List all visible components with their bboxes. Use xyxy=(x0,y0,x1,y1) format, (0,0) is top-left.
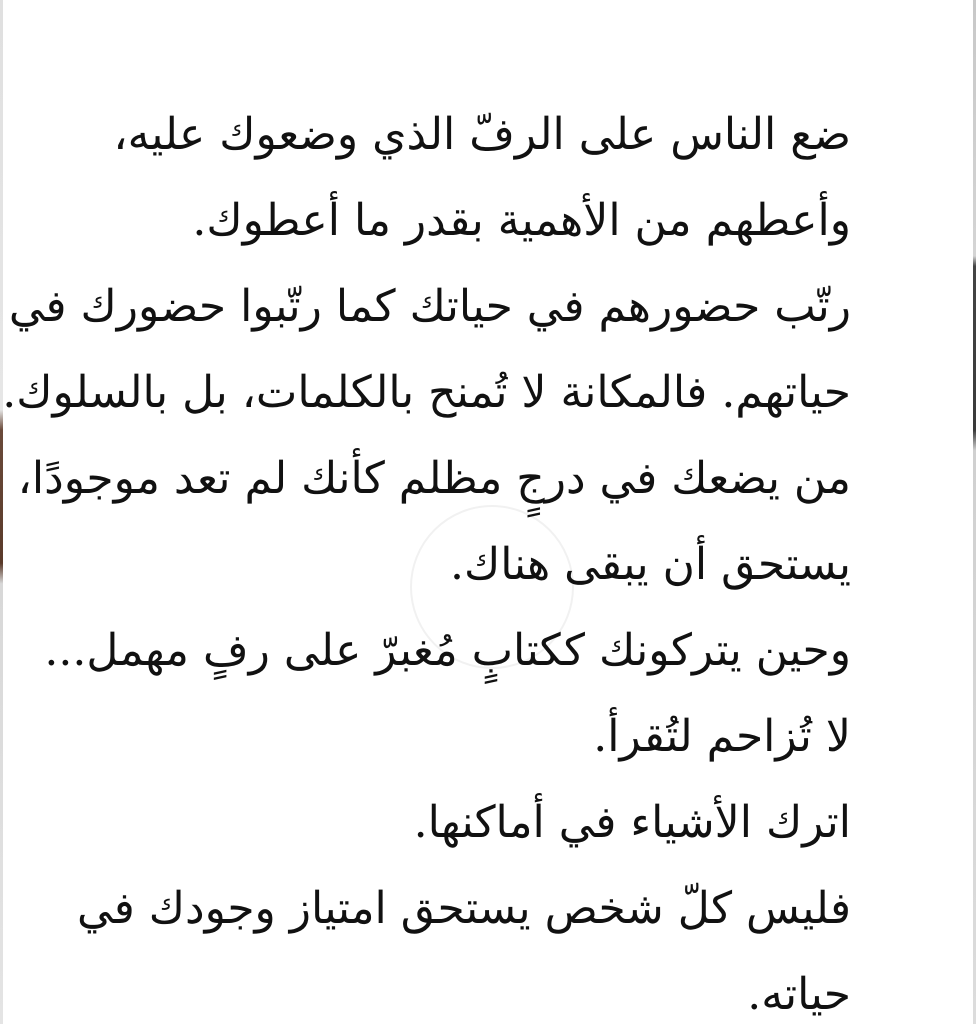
text-line: فليس كلّ شخص يستحق امتياز وجودك في xyxy=(77,883,851,934)
text-line: ضع الناس على الرفّ الذي وضعوك عليه، xyxy=(113,109,851,160)
left-edge-strip xyxy=(0,0,3,1024)
text-line: يستحق أن يبقى هناك. xyxy=(450,539,851,590)
text-line: من يضعك في درجٍ مظلم كأنك لم تعد موجودًا، xyxy=(17,453,851,504)
quote-text-block xyxy=(2,92,851,1024)
text-line: رتّب حضورهم في حياتك كما رتّبوا حضورك في xyxy=(8,281,851,332)
text-line: وأعطهم من الأهمية بقدر ما أعطوك. xyxy=(192,195,851,246)
text-line: اترك الأشياء في أماكنها. xyxy=(413,797,851,848)
text-line: وحين يتركونك ككتابٍ مُغبرّ على رفٍ مهمل... xyxy=(44,625,851,676)
text-line: لا تُزاحم لتُقرأ. xyxy=(593,711,851,762)
text-line: حياته. xyxy=(747,969,851,1020)
text-line: حياتهم. فالمكانة لا تُمنح بالكلمات، بل بالسلوك. xyxy=(2,367,851,418)
